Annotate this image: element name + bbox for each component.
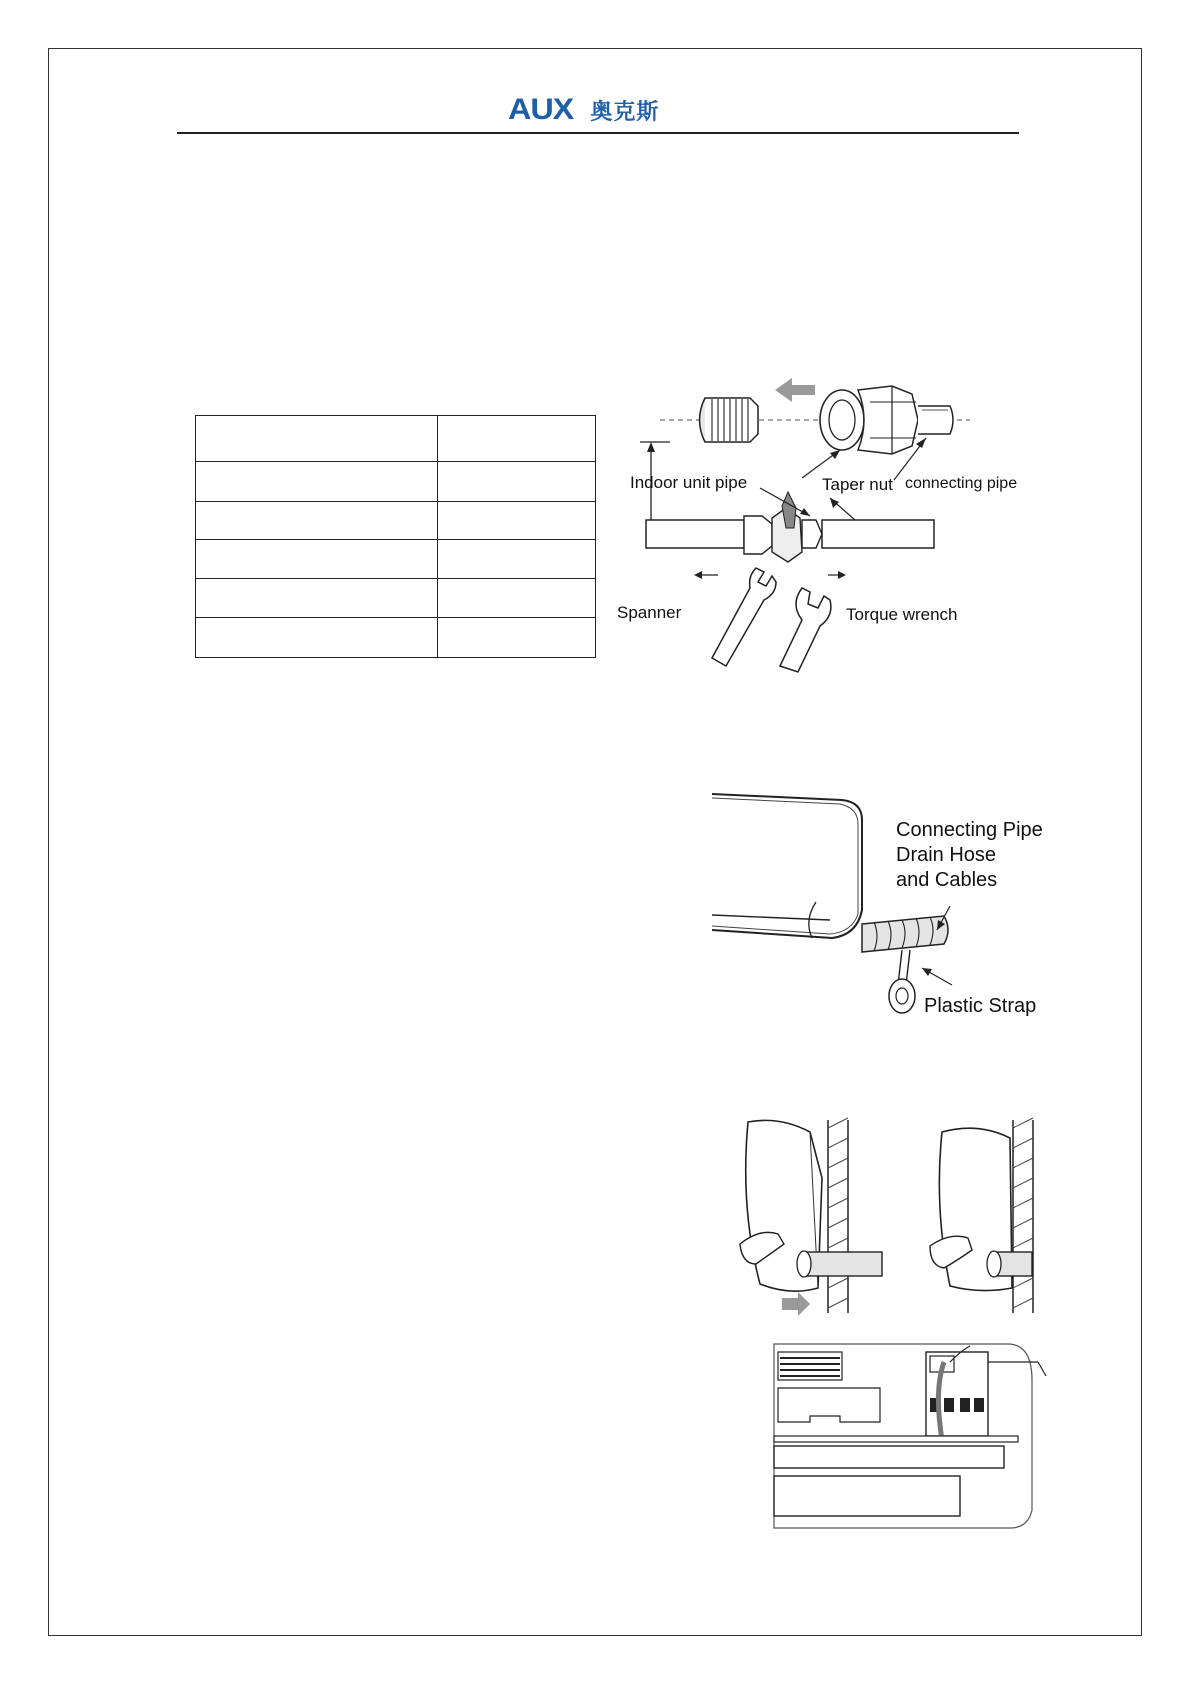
flare-connection-figure xyxy=(617,368,1040,678)
label-connecting-pipe: connecting pipe xyxy=(905,475,1018,492)
table-row xyxy=(196,462,596,502)
table-row xyxy=(196,579,596,618)
label-plastic-strap: Plastic Strap xyxy=(924,995,1037,1017)
table-cell xyxy=(438,618,596,658)
table-cell xyxy=(196,502,438,540)
header-rule xyxy=(177,132,1019,134)
label-drain-hose: Drain Hose xyxy=(896,844,997,866)
table-cell xyxy=(438,540,596,579)
table-cell xyxy=(196,618,438,658)
table-cell xyxy=(438,579,596,618)
table-row xyxy=(196,416,596,462)
label-taper-nut: Taper nut xyxy=(822,475,893,494)
label-indoor-unit-pipe: Indoor unit pipe xyxy=(630,473,748,492)
table-row xyxy=(196,502,596,540)
label-torque-wrench: Torque wrench xyxy=(846,605,958,624)
table-cell xyxy=(196,416,438,462)
label-connecting-pipe-wrap: Connecting Pipe xyxy=(896,819,1043,841)
label-and-cables: and Cables xyxy=(896,869,998,891)
table-cell xyxy=(438,416,596,462)
unit-mounting-figure xyxy=(730,1118,1045,1333)
table-row xyxy=(196,618,596,658)
brand-logo-chinese: 奥克斯 xyxy=(590,99,660,125)
unit-wiring-figure xyxy=(770,1340,1050,1540)
brand-logo-latin: AUX xyxy=(508,93,574,126)
pipe-wrapping-figure xyxy=(712,790,1052,1015)
table-cell xyxy=(438,462,596,502)
brand-logo xyxy=(508,93,659,127)
torque-table xyxy=(195,415,596,658)
table-cell xyxy=(196,579,438,618)
table-cell xyxy=(196,462,438,502)
label-spanner: Spanner xyxy=(617,603,682,622)
table-cell xyxy=(196,540,438,579)
table-cell xyxy=(438,502,596,540)
table-row xyxy=(196,540,596,579)
